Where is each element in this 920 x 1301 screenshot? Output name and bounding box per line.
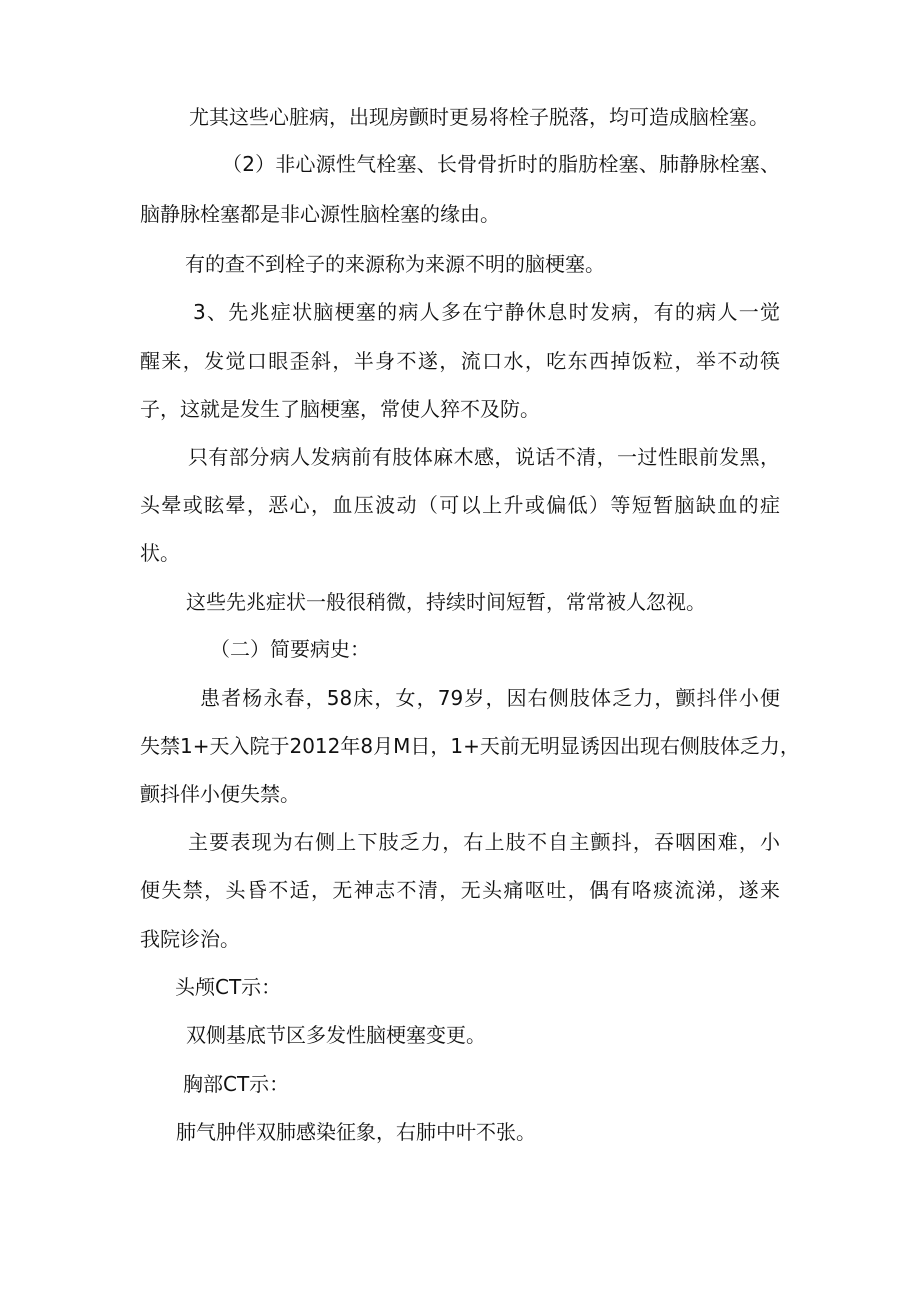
text-line: 脑静脉栓塞都是非心源性脑栓塞的缘由。 — [140, 202, 500, 226]
text-line: 头晕或眩晕，恶心，血压波动（可以上升或偏低）等短暂脑缺血的症 — [140, 493, 780, 517]
text-line: 胸部CT示： — [183, 1072, 290, 1096]
text-line: 尤其这些心脏病，出现房颤时更易将栓子脱落，均可造成脑栓塞。 — [189, 105, 769, 129]
text-line: （2）非心源性气栓塞、长骨骨折时的脂肪栓塞、肺静脉栓塞、 — [222, 152, 780, 176]
text-line: 有的查不到栓子的来源称为来源不明的脑梗塞。 — [185, 252, 605, 276]
text-line: 头颅CT示： — [175, 975, 282, 999]
text-line: 主要表现为右侧上下肢乏力，右上肢不自主颤抖，吞咽困难，小 — [188, 830, 780, 854]
text-line: 双侧基底节区多发性脑梗塞变更。 — [186, 1023, 486, 1047]
text-line: 便失禁，头昏不适，无神志不清，无头痛呕吐，偶有咯痰流涕，遂来 — [140, 878, 780, 902]
text-line: 肺气肿伴双肺感染征象，右肺中叶不张。 — [176, 1120, 536, 1144]
text-line: 状。 — [140, 541, 180, 565]
text-line: 这些先兆症状一般很稍微，持续时间短暂，常常被人忽视。 — [186, 590, 706, 614]
text-line: 我院诊治。 — [140, 927, 240, 951]
text-line: 失禁1+天入院于2012年8月M日，1+天前无明显诱因出现右侧肢体乏力， — [140, 734, 800, 758]
text-line: 子，这就是发生了脑梗塞，常使人猝不及防。 — [140, 397, 540, 421]
section-heading: （二）简要病史： — [210, 637, 370, 661]
text-line: 只有部分病人发病前有肢体麻木感，说话不清，一过性眼前发黑， — [188, 445, 780, 469]
text-line: 醒来，发觉口眼歪斜，半身不遂，流口水，吃东西掉饭粒，举不动筷 — [140, 349, 780, 373]
text-line: 颤抖伴小便失禁。 — [140, 782, 300, 806]
text-line: 患者杨永春，58床，女，79岁，因右侧肢体乏力，颤抖伴小便 — [200, 686, 780, 710]
text-line: 3、先兆症状脑梗塞的病人多在宁静休息时发病，有的病人一觉 — [193, 300, 780, 324]
